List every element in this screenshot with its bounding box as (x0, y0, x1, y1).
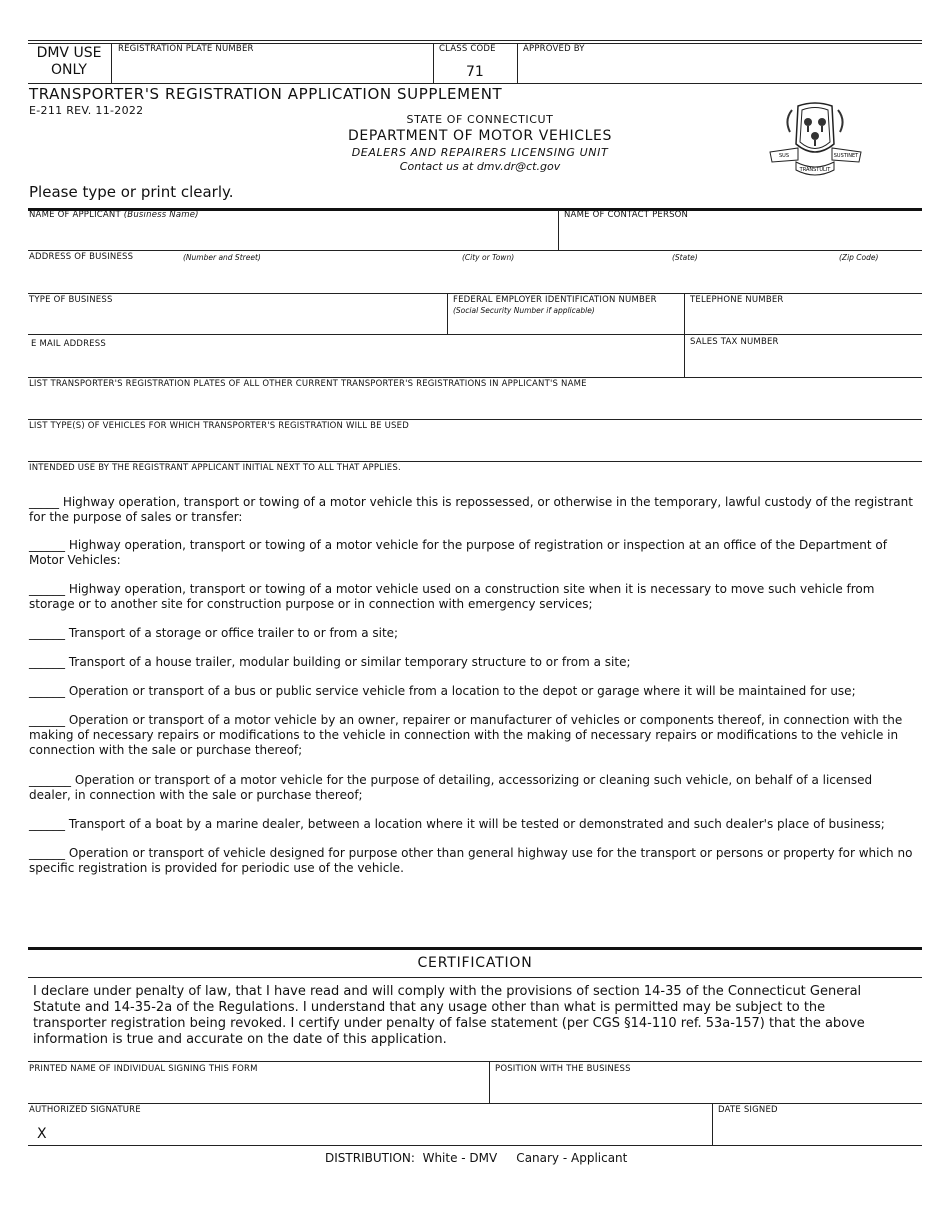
address-street-sub: (Number and Street) (183, 253, 261, 262)
email-field[interactable]: E MAIL ADDRESS (31, 339, 106, 349)
department-name: DEPARTMENT OF MOTOR VEHICLES (348, 128, 612, 144)
telephone-field[interactable]: TELEPHONE NUMBER (690, 295, 784, 305)
use-item[interactable]: ______ Highway operation, transport or towing of a motor vehicle for the purpose of registration or inspection at an office of the Department of Motor Vehicles: (29, 538, 887, 567)
address-zip-sub: (Zip Code) (839, 253, 879, 262)
use-item[interactable]: ______ Highway operation, transport or towing of a motor vehicle used on a construction site when it is necessary to move such vehicle from storage or to another site for construction purpose or in connection with emergency services; (29, 582, 875, 611)
seal-text-right: SUSTINET (833, 153, 859, 159)
use-item[interactable]: ______ Transport of a boat by a marine dealer, between a location where it will be tested or demonstrated and such dealer's place of business; (29, 817, 885, 831)
printed-name-field[interactable]: PRINTED NAME OF INDIVIDUAL SIGNING THIS FORM (29, 1064, 258, 1074)
use-item[interactable]: ______ Transport of a storage or office trailer to or from a site; (29, 626, 399, 640)
use-item[interactable]: ______ Operation or transport of a bus or public service vehicle from a location to the depot or garage where it will be maintained for use; (29, 684, 856, 698)
use-item[interactable]: ______ Operation or transport of a motor vehicle by an owner, repairer or manufacturer of vehicles or components thereof, in connection with the making of necessary repairs or modifications to the vehicle in connection with the making of necessary repairs or modifications to the vehicle in connection with the sale or purchase thereof; (29, 713, 903, 757)
distribution: DISTRIBUTION: White - DMV Canary - Applicant (325, 1151, 628, 1165)
state-name: STATE OF CONNECTICUT (406, 113, 554, 126)
date-signed-field[interactable]: DATE SIGNED (718, 1105, 778, 1115)
address-city-sub: (City or Town) (462, 253, 515, 262)
instructions: Please type or print clearly. (29, 183, 234, 201)
form-number: E-211 REV. 11-2022 (29, 104, 144, 117)
intended-use-label: INTENDED USE BY THE REGISTRANT APPLICANT INITIAL NEXT TO ALL THAT APPLIES. (29, 463, 401, 473)
address-field[interactable]: ADDRESS OF BUSINESS (29, 252, 134, 262)
plates-field[interactable]: LIST TRANSPORTER'S REGISTRATION PLATES OF ALL OTHER CURRENT TRANSPORTER'S REGISTRATIONS IN APPLICANT'S NAME (29, 379, 587, 389)
use-item[interactable]: _____ Highway operation, transport or towing of a motor vehicle this is repossessed, or otherwise in the temporary, lawful custody of the registrant for the purpose of sales or transfer: (29, 495, 913, 524)
sales-tax-field[interactable]: SALES TAX NUMBER (690, 337, 779, 347)
use-item[interactable]: _______ Operation or transport of a motor vehicle for the purpose of detailing, accessorizing or cleaning such vehicle, on behalf of a licensed dealer, in connection with the sale or purchase thereof; (29, 773, 873, 802)
certification-text: I declare under penalty of law, that I have read and will comply with the provisions of section 14-35 of the Connecticut General Statute and 14-35-2a of the Regulations. I understand that any usage other than what is permitted may be subject to the transporter registration being revoked. I certify under penalty of false statement (per CGS §14-110 ref. 53a-157) that the above information is true and accurate on the date of this application. (33, 984, 865, 1047)
fein-field[interactable]: FEDERAL EMPLOYER IDENTIFICATION NUMBER (453, 295, 657, 305)
signature-field[interactable]: AUTHORIZED SIGNATURE (29, 1105, 141, 1115)
unit-name: DEALERS AND REPAIRERS LICENSING UNIT (351, 146, 609, 159)
signature-mark: X (37, 1126, 47, 1142)
seal-text-left: SUS (778, 153, 790, 159)
fein-sub: (Social Security Number if applicable) (453, 306, 595, 315)
use-item[interactable]: ______ Transport of a house trailer, modular building or similar temporary structure to or from a site; (29, 655, 631, 669)
form-title: TRANSPORTER'S REGISTRATION APPLICATION SUPPLEMENT (29, 85, 503, 103)
position-field[interactable]: POSITION WITH THE BUSINESS (495, 1064, 631, 1074)
applicant-name-field[interactable] (29, 210, 199, 220)
use-item[interactable]: ______ Operation or transport of vehicle designed for purpose other than general highway use for the transport or persons or property for which no specific registration is provided for periodic use of the vehicle. (29, 846, 913, 875)
applicant-name-label: NAME OF APPLICANT (29, 210, 121, 220)
vehicle-types-field[interactable]: LIST TYPE(S) OF VEHICLES FOR WHICH TRANSPORTER'S REGISTRATION WILL BE USED (29, 421, 409, 431)
dmv-use-only: DMV USE ONLY (36, 45, 102, 78)
business-type-field[interactable]: TYPE OF BUSINESS (29, 295, 113, 305)
contact-person-field[interactable]: NAME OF CONTACT PERSON (564, 210, 689, 220)
approved-by-label: APPROVED BY (523, 44, 585, 54)
registration-plate-number-label: REGISTRATION PLATE NUMBER (118, 44, 254, 54)
address-state-sub: (State) (672, 253, 698, 262)
certification-heading: CERTIFICATION (417, 955, 533, 971)
class-code-value: 71 (466, 64, 484, 80)
seal-text-bottom: TRANSTULIT (799, 167, 831, 173)
class-code-label: CLASS CODE (439, 44, 496, 54)
contact-email: Contact us at dmv.dr@ct.gov (399, 160, 561, 173)
state-seal-icon (768, 100, 863, 180)
applicant-name-sub: (Business Name) (123, 210, 199, 220)
